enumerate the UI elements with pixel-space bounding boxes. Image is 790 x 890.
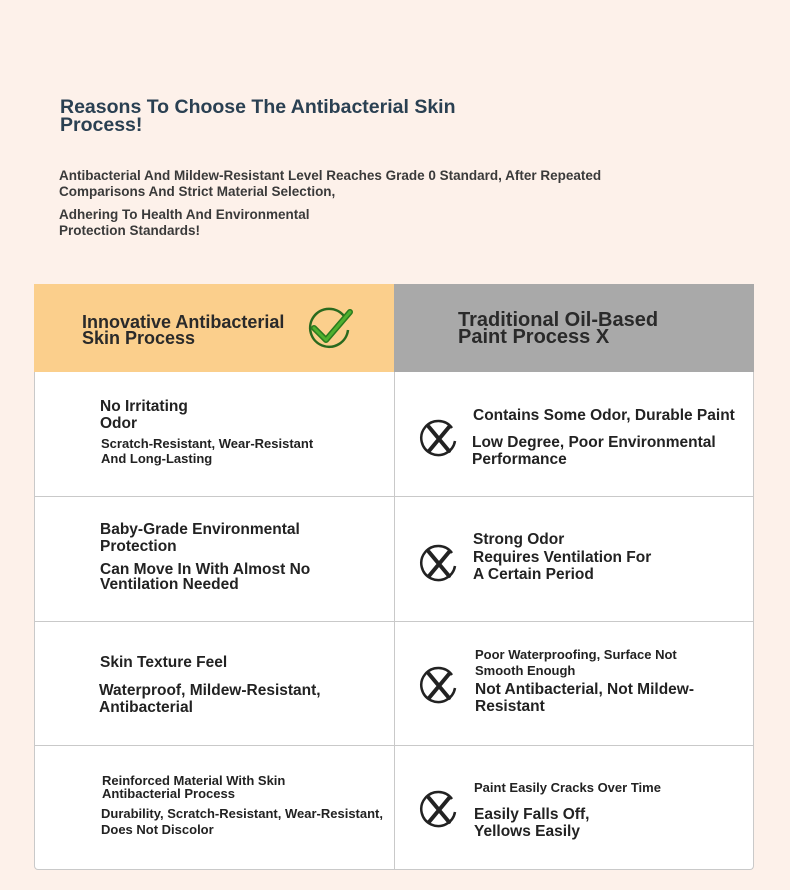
cross-circle-icon bbox=[419, 666, 459, 706]
intro-line-2: Adhering To Health And Environmental Protection Standards! bbox=[59, 207, 310, 238]
comparison-table bbox=[34, 284, 754, 870]
row-2-left-detail: Can Move In With Almost No Ventilation Needed bbox=[100, 561, 311, 593]
intro-line-1: Antibacterial And Mildew-Resistant Level Reaches Grade 0 Standard, After Repeated Comparisons And Strict Material Selection, bbox=[59, 168, 602, 199]
row-1-left-detail: Scratch-Resistant, Wear-Resistant And Long-Lasting bbox=[101, 436, 314, 466]
left-header-title: Innovative Antibacterial Skin Process bbox=[82, 312, 285, 348]
page-heading: Reasons To Choose The Antibacterial Skin Process! bbox=[60, 96, 456, 136]
row-divider bbox=[34, 745, 754, 746]
row-3-left-detail: Waterproof, Mildew-Resistant, Antibacterial bbox=[99, 682, 321, 716]
row-4-right-title: Paint Easily Cracks Over Time bbox=[474, 780, 661, 795]
check-mark-icon bbox=[306, 306, 354, 350]
left-header bbox=[34, 284, 394, 372]
row-3-right-detail: Not Antibacterial, Not Mildew-Resistant bbox=[475, 681, 695, 715]
row-2-right-title: Strong Odor bbox=[473, 531, 565, 548]
cross-circle-icon bbox=[419, 790, 459, 830]
row-4-left-detail: Durability, Scratch-Resistant, Wear-Resistant, Does Not Discolor bbox=[101, 806, 383, 837]
cross-circle-icon bbox=[419, 544, 459, 584]
row-2-left-title: Baby-Grade Environmental Protection bbox=[100, 521, 300, 555]
cross-circle-icon bbox=[419, 419, 459, 459]
row-1-right-detail: Low Degree, Poor Environmental Performance bbox=[472, 434, 716, 468]
row-4-right-detail: Easily Falls Off, Yellows Easily bbox=[474, 806, 590, 840]
row-3-right-title: Poor Waterproofing, Surface Not Smooth Enough bbox=[475, 647, 677, 678]
row-3-left-title: Skin Texture Feel bbox=[100, 654, 228, 671]
row-divider bbox=[34, 496, 754, 497]
row-1-left-title: No Irritating Odor bbox=[100, 398, 188, 432]
right-header bbox=[394, 284, 754, 372]
right-header-title: Traditional Oil-Based Paint Process X bbox=[458, 309, 659, 348]
row-1-right-title: Contains Some Odor, Durable Paint bbox=[473, 407, 735, 424]
row-4-left-title: Reinforced Material With Skin Antibacterial Process bbox=[102, 773, 286, 801]
row-divider bbox=[34, 621, 754, 622]
row-2-right-detail: Requires Ventilation For A Certain Period bbox=[473, 549, 652, 583]
